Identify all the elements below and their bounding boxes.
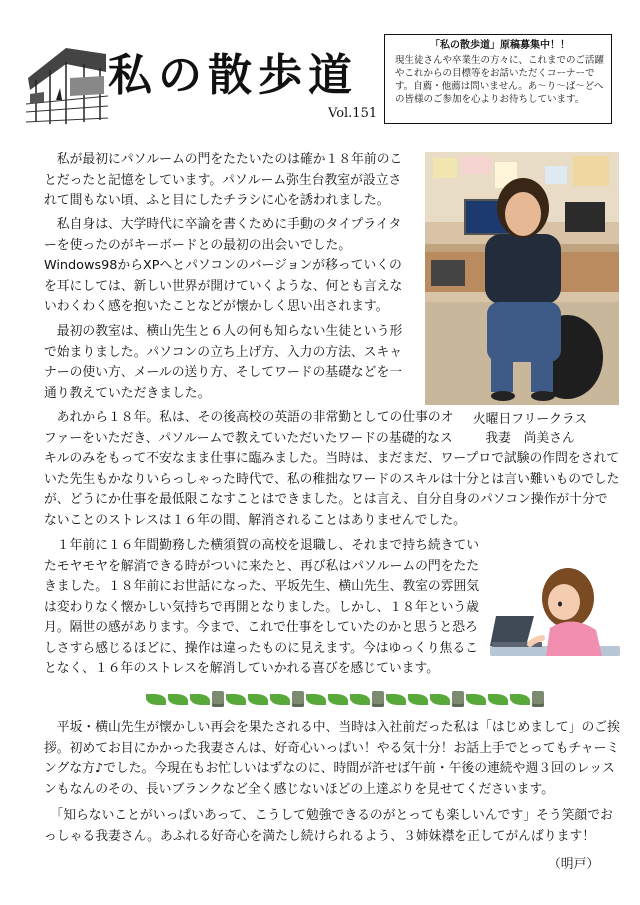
notice-title: 「私の散歩道」原稿募集中！！ (430, 40, 570, 51)
leaf-icon (306, 694, 326, 705)
article-paragraph-4: あれから１８年。私は、その後高校の英語の非常勤としての仕事のオファーをいただき、パソルームで教えていただいたワードの基礎的なスキルのみをもって不安なまま仕事に臨みました。当時は、まだまだ、ワープロで試験の作問をされていた先生もかなりいらっしゃった時代で、私の稚拙なワードのスキルは十分とは言い難いものでしたが、どうにか仕事を最低限こなすことはできました。とは言え、自分自身のパソコン操作が十分でないことのストレスは１６年の間、解消されることはありませんでした。 (44, 410, 620, 528)
tea-can-icon (372, 691, 384, 707)
newsletter-title: 私の散歩道 (108, 50, 358, 101)
leaf-icon (270, 694, 290, 705)
caption-name: 我妻 尚美さん (485, 431, 575, 446)
volume-number: Vol.151 (328, 106, 378, 121)
leaf-icon (408, 694, 428, 705)
article-paragraph-5: １年前に１６年間勤務した横須賀の高校を退職し、それまで持ち続きていたモヤモヤを解消できる時がついに来たと、再び私はパソルームの門をたたきました。１８年前にお世話になった、平坂先生、横山先生、教室の雰囲気は変わりなく懐かしい気持ちで再開となりました。しかし、１８年という歳月。隔世の感があります。今まで、これで仕事をしていたのかと思うと恐ろしさすら感じるほどに、操作は違ったものに見えます。今はゆっくり焦ることなく、１６年のストレスを解消していかれる喜びを感じています。 (44, 538, 480, 676)
notice-body: 現生徒さんや卒業生の方々に、これまでのご活躍やこれからの目標等をお話いただくコーナーです。自薦・他薦は問いません。あ～り～ば～どへの皆様のご参加を心よりお待ちしています。 (395, 55, 605, 105)
leaf-icon (350, 694, 370, 705)
leaf-icon (190, 694, 210, 705)
leaf-icon (488, 694, 508, 705)
tea-can-icon (452, 691, 464, 707)
article-paragraph-3: 最初の教室は、横山先生と６人の何も知らない生徒という形で始まりました。パソコンの立ち上げ方、入力の方法、スキャナーの使い方、メールの送り方、そしてワードの基礎などを一通り教えていただきました。 (44, 324, 403, 401)
tea-can-icon (212, 691, 224, 707)
leaf-icon (386, 694, 406, 705)
tea-can-icon (532, 691, 544, 707)
leaf-icon (146, 694, 166, 705)
article-paragraph-6: 平坂・横山先生が懐かしい再会を果たされる中、当時は入社前だった私は「はじめまして」のご挨拶。初めてお目にかかった我妻さんは、好奇心いっぱい！やる気十分！お話上手でとってもチャーミングな方♪でした。今現在もお忙しいはずなのに、時間が許せば午前・午後の連続や週３回のレッスンもなんのその、長いブランクなど全く感じないほどの上達ぶりを見せてくださいます。 (44, 720, 620, 797)
leaf-icon (430, 694, 450, 705)
station-sketch-illustration (26, 38, 108, 126)
leaf-icon (328, 694, 348, 705)
leaf-icon (168, 694, 188, 705)
tea-can-icon (292, 691, 304, 707)
caption-class: 火曜日フリークラス (472, 412, 588, 427)
leaf-icon (248, 694, 268, 705)
leaf-divider (146, 690, 556, 708)
leaf-icon (466, 694, 486, 705)
leaf-icon (226, 694, 246, 705)
notice-box (384, 34, 612, 124)
article-paragraph-2: 私自身は、大学時代に卒論を書くために手動のタイプライターを使ったのがキーボードとの最初の出会いでした。Windows98からXPへとパソコンのバージョンが移っていくのを耳にしては、新しい世界が開けていくような、何とも言えないわくわく感を抱いたことなどが懐かしく思い出されます。 (44, 217, 403, 314)
article-paragraph-7: 「知らないことがいっぱいあって、こうして勉強できるのがとっても楽しいんです」そう笑顔でおっしゃる我妻さん。あふれる好奇心を満たし続けられるよう、３姉妹襟を正してがんばります！ (44, 808, 613, 844)
author-signature: （明戸） (548, 857, 600, 872)
portrait-photo (425, 152, 619, 405)
woman-at-laptop-illustration (490, 558, 620, 666)
photo-caption (450, 410, 610, 448)
leaf-icon (510, 694, 530, 705)
article-paragraph-1: 私が最初にパソルームの門をたたいたのは確か１８年前のことだったと記憶をしています。パソルーム弥生台教室が設立されて間もない頃、ふと目にしたチラシに心を誘われました。 (44, 152, 403, 208)
